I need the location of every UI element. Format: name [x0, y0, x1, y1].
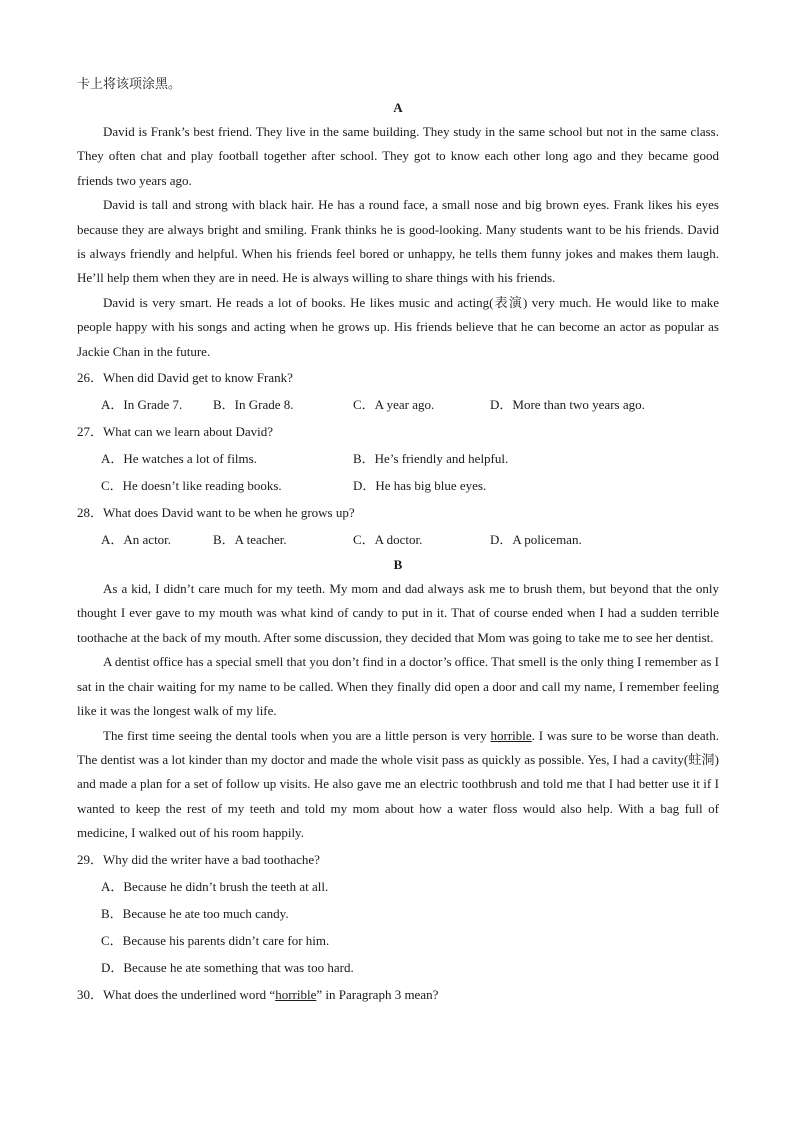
exam-page [77, 72, 719, 1008]
passage-a-title: A [393, 100, 403, 115]
q28-option-c: C．A doctor. [353, 532, 423, 548]
passage-b-paragraph-1: As a kid, I didn’t care much for my teeth. My mom and dad always ask me to brush them, but beyond that the only thought I ever gave to my mouth was what kind of candy to put in it. That of course ended when I had a sudden terrible toothache at the back of my mouth. After some discussion, they decided that Mom was going to take me to see her dentist. [77, 581, 719, 645]
p3-text-after: . I was sure to be worse than death. The dentist was a lot kinder than my doctor and made the whole visit pass as quickly as possible. Yes, I had a cavity(蛀洞) and made a plan for a set of follow up visits. He also gave me an electric toothbrush and told me that I had better use it if I wanted to keep the rest of my teeth and told my mom about how a water floss would also help. With a bag full of medicine, I walked out of his room happily. [77, 727, 720, 841]
q26-option-b: B．In Grade 8. [213, 397, 294, 413]
passage-b-title: B [393, 557, 403, 573]
passage-a-paragraph-1: David is Frank’s best friend. They live in the same building. They study in the same school but not in the same class. They often chat and play football together after school. They got to know each other long ago and they became good friends two years ago. [77, 124, 719, 188]
question-27-options-row-2 [77, 472, 719, 499]
q28-option-b: B．A teacher. [213, 532, 287, 548]
q26-option-c: C．A year ago. [353, 397, 435, 413]
question-30-stem [77, 981, 719, 1008]
q29-option-b: B．Because he ate too much candy. [101, 905, 289, 921]
question-28-stem: 28．What does David want to be when he grows up? [77, 505, 355, 521]
p3-text-before: The first time seeing the dental tools when you are a little person is very [103, 727, 491, 743]
intro-text: 卡上将该项涂黑。 [77, 76, 182, 91]
question-26-options [77, 391, 719, 418]
passage-b-paragraph-2: A dentist office has a special smell that you don’t find in a doctor’s office. That smell is the only thing I remember as I sat in the chair waiting for my name to be called. When they finally did open a door and call my name, I remember feeling like it was the longest walk of my life. [77, 654, 719, 719]
q27-option-d: D．He has big blue eyes. [353, 478, 487, 494]
q27-option-a: A．He watches a lot of films. [101, 451, 257, 467]
q29-option-c: C．Because his parents didn’t care for him. [101, 932, 330, 948]
question-27-stem: 27．What can we learn about David? [77, 424, 274, 440]
q27-option-b: B．He’s friendly and helpful. [353, 451, 509, 467]
q29-option-d: D．Because he ate something that was too hard. [101, 959, 354, 975]
question-26-stem: 26．When did David get to know Frank? [77, 370, 293, 386]
q26-option-a: A．In Grade 7. [101, 397, 183, 413]
passage-b-paragraph-3 [77, 724, 719, 846]
q28-option-a: A．An actor. [101, 532, 172, 548]
q28-option-d: D．A policeman. [490, 532, 582, 548]
q30-underlined-word: horrible [275, 986, 317, 1002]
underlined-word-horrible: horrible [490, 727, 532, 743]
question-28-options [77, 526, 719, 553]
q26-option-d: D．More than two years ago. [490, 397, 645, 413]
question-29-stem: 29．Why did the writer have a bad toothache? [77, 851, 320, 867]
q29-option-a: A．Because he didn’t brush the teeth at all. [101, 878, 329, 894]
q30-stem-after: ” in Paragraph 3 mean? [316, 986, 439, 1002]
question-27-options-row-1 [77, 445, 719, 472]
passage-a-paragraph-2: David is tall and strong with black hair. He has a round face, a small nose and big brown eyes. Frank likes his eyes because they are always bright and smiling. Frank thinks he is good-looking. Many students want to be his friends. David is always friendly and helpful. When his friends feel bored or unhappy, he tells them funny jokes and makes them laugh. He’ll help them when they are in need. He is always willing to share things with his friends. [77, 197, 719, 286]
passage-a-paragraph-3: David is very smart. He reads a lot of books. He likes music and acting(表演) very much. He would like to make people happy with his songs and acting when he grows up. His friends believe that he can become an actor as popular as Jackie Chan in the future. [77, 294, 719, 359]
q30-stem-before: 30．What does the underlined word “ [77, 986, 276, 1002]
q27-option-c: C．He doesn’t like reading books. [101, 478, 282, 494]
